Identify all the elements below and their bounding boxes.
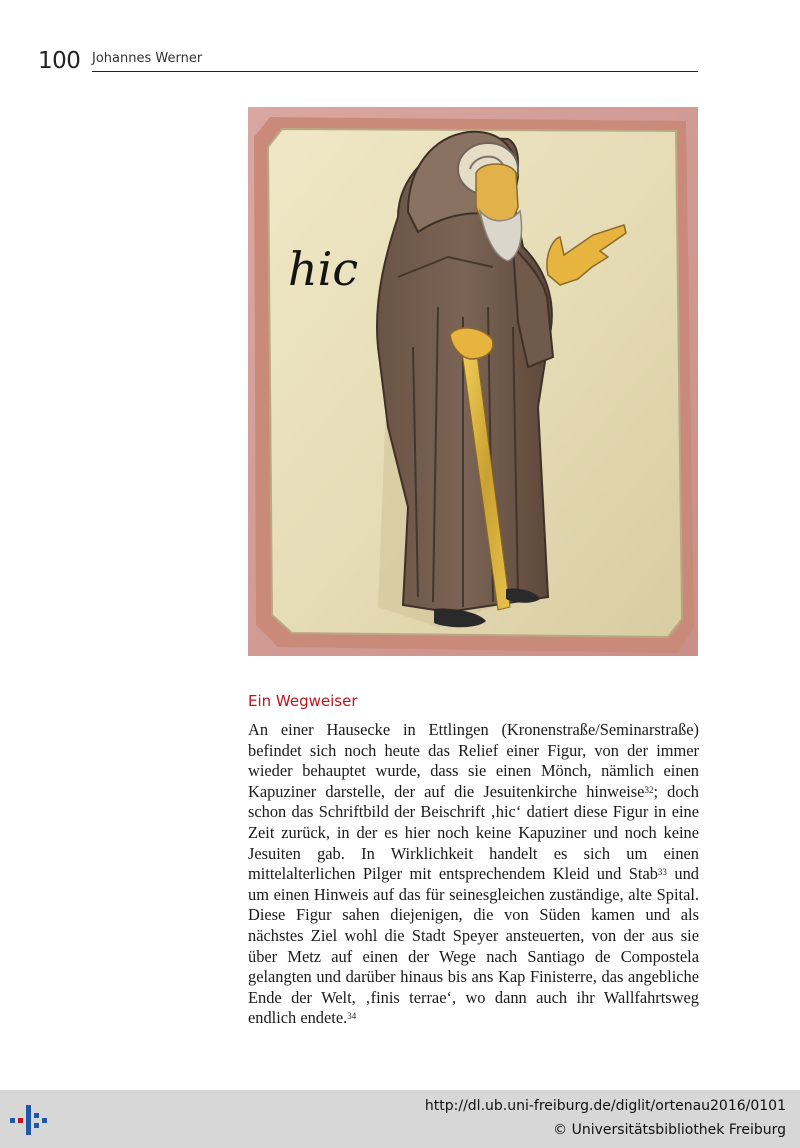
body-text-part-2: ; doch schon das Schriftbild der Beischrift ‚hic‘ datiert diese Figur in eine Zeit zurück, in der es hier noch keine Kapuziner und noch keine Jesuiten gab. In Wirklichkeit handelt es sich um einen mittelalterlichen Pilger mit entsprechendem Kleid und Stab	[248, 781, 699, 884]
footnote-ref-33[interactable]: 33	[657, 867, 667, 878]
footer-copyright: © Universitätsbibliothek Freiburg	[553, 1122, 786, 1138]
footer-url-link[interactable]: http://dl.ub.uni-freiburg.de/diglit/ortenau2016/0101	[424, 1098, 786, 1114]
footer-bar	[0, 1090, 800, 1148]
running-head: Johannes Werner	[92, 51, 203, 66]
page-number: 100	[38, 48, 81, 74]
body-text-part-1: An einer Hausecke in Ettlingen (Kronenstraße/Seminarstraße) befindet sich noch heute das Relief einer Figur, von der immer wieder behauptet wurde, dass sie einen Mönch, nämlich einen Kapuziner darstelle, der auf die Jesuitenkirche hinweise	[248, 720, 699, 801]
page-header	[38, 48, 698, 74]
footnote-ref-32[interactable]: 32	[644, 784, 654, 795]
section-heading: Ein Wegweiser	[248, 692, 358, 710]
header-rule	[92, 71, 698, 72]
body-text	[248, 720, 699, 1029]
library-logo-icon	[10, 1101, 50, 1139]
hic-inscription: hic	[288, 242, 359, 296]
relief-figure-image	[248, 107, 698, 656]
footnote-ref-34[interactable]: 34	[347, 1011, 357, 1022]
body-paragraph	[248, 720, 699, 1029]
body-text-part-3: und um einen Hinweis auf das für seinesgleichen zuständige, alte Spital. Diese Figur sahen diejenigen, die von Süden kamen und als nächstes Ziel wohl die Stadt Speyer ansteuerten, von der aus sie über Metz auf einen der Wege nach Santiago de Compostela gelangten und darüber hinaus bis ans Kap Finisterre, das angebliche Ende der Welt, ‚finis terrae‘, wo dann auch ihr Wallfahrtsweg endlich endete.	[248, 864, 699, 1028]
